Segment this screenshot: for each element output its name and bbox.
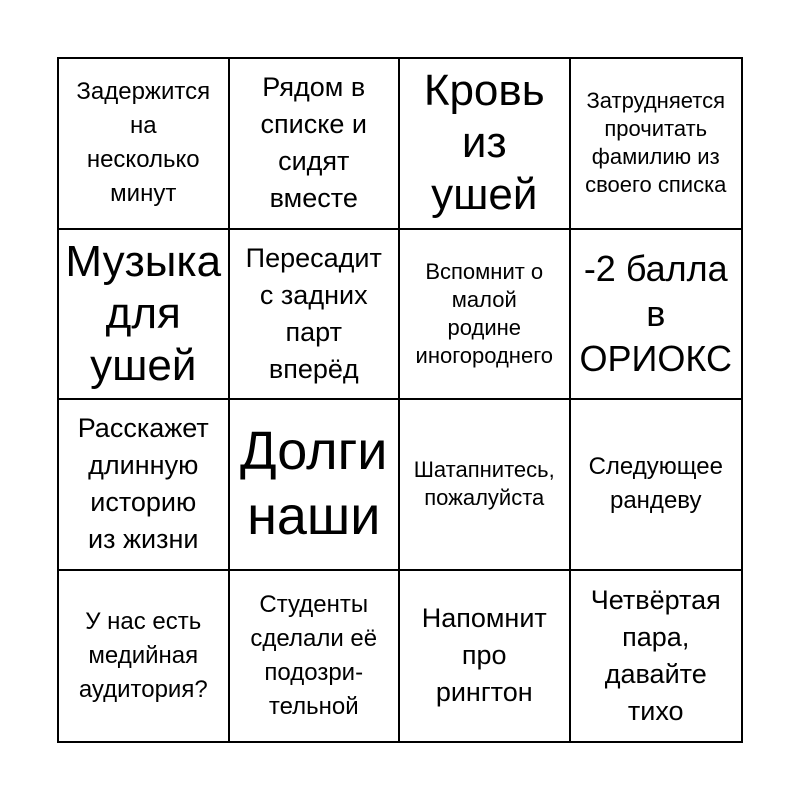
bingo-cell-text: Пересадит с задних парт вперёд [245,242,382,384]
bingo-cell-text: Студенты сделали её подозри- тельной [250,590,378,720]
bingo-cell-text: Задержится на несколько минут [76,78,211,208]
bingo-cell-text: Затрудняется прочитать фамилию из своего списка [585,88,727,198]
bingo-cell[interactable] [571,230,742,401]
bingo-cell[interactable] [59,59,230,230]
bingo-cell[interactable] [400,59,571,230]
bingo-cell[interactable] [59,400,230,571]
bingo-board [57,57,743,743]
bingo-cell-text: Четвёртая пара, давайте тихо [590,584,721,726]
bingo-cell[interactable] [230,230,401,401]
bingo-cell[interactable] [230,400,401,571]
bingo-cell[interactable] [400,571,571,742]
bingo-cell[interactable] [230,571,401,742]
bingo-cell[interactable] [59,571,230,742]
bingo-cell[interactable] [571,400,742,571]
bingo-cell-text: У нас есть медийная аудитория? [78,607,208,703]
bingo-cell[interactable] [230,59,401,230]
bingo-cell[interactable] [59,230,230,401]
bingo-cell[interactable] [400,400,571,571]
bingo-cell[interactable] [400,230,571,401]
bingo-cell-text: Шатапнитесь, пожалуйста [413,457,555,511]
bingo-cell-text: Долги наши [240,421,388,547]
bingo-cell-text: Следующее рандеву [588,453,723,515]
bingo-cell-text: Музыка для ушей [65,236,222,390]
bingo-cell-text: Кровь из ушей [423,66,545,220]
bingo-cell-text: Напомнит про рингтон [421,603,547,708]
bingo-cell-text: Расскажет длинную историю из жизни [77,413,209,555]
bingo-cell-text: Вспомнит о малой родине иногороднего [415,258,553,368]
bingo-cell[interactable] [571,59,742,230]
bingo-cell-text: Рядом в списке и сидят вместе [260,72,367,214]
bingo-cell-text: -2 балла в ОРИОКС [579,248,732,380]
bingo-cell[interactable] [571,571,742,742]
